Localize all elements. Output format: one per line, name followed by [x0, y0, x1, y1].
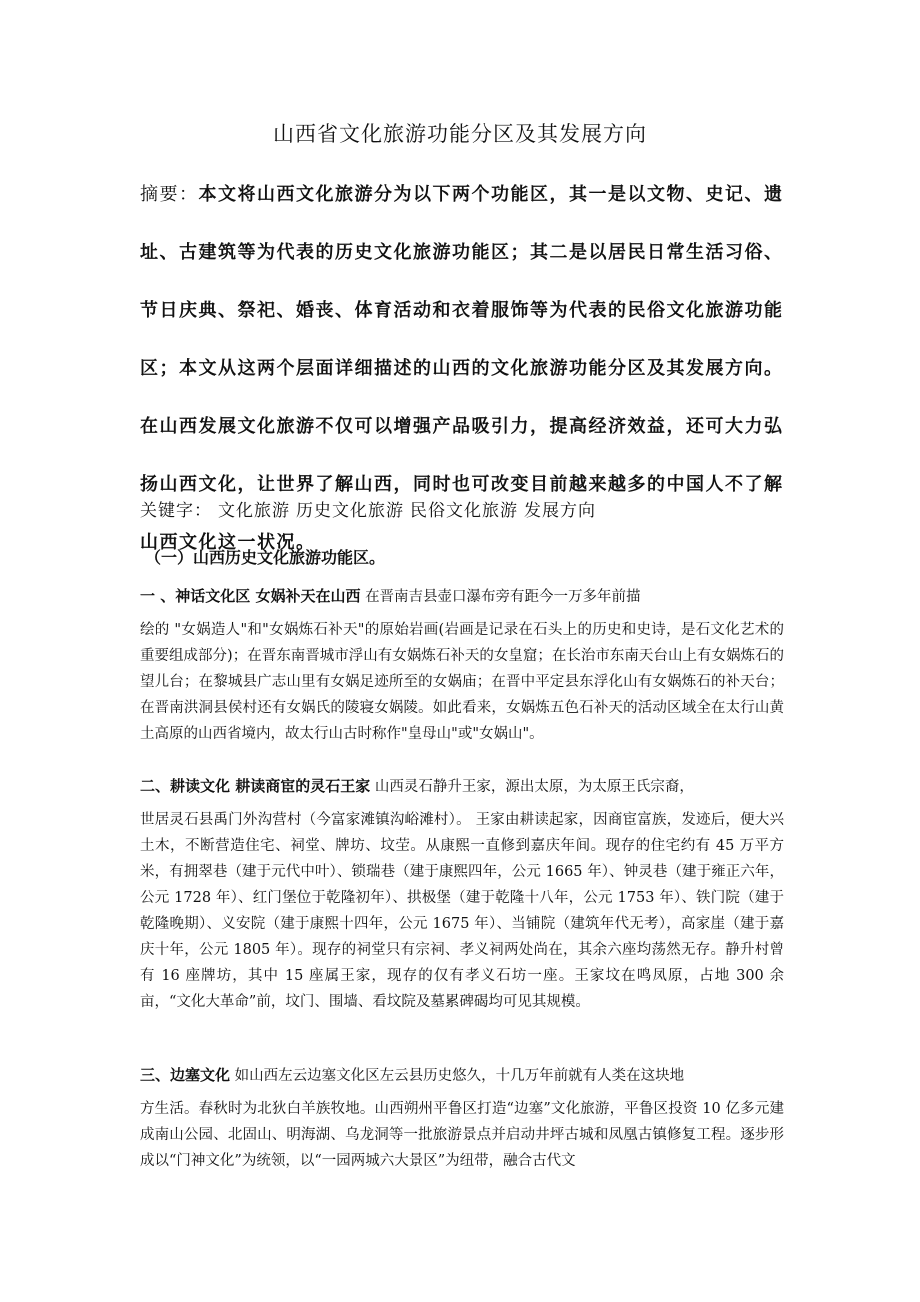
document-title: 山西省文化旅游功能分区及其发展方向	[273, 122, 647, 146]
keyword: 发展方向	[524, 501, 596, 521]
paragraph-heading: 一 、神话文化区 女娲补天在山西	[140, 587, 361, 605]
paragraph-heading: 二、耕读文化 耕读商宦的灵石王家	[140, 777, 371, 795]
keyword: 文化旅游	[218, 501, 290, 521]
paragraph-lead-text: 在晋南吉县壶口瀑布旁有距今一万多年前描	[365, 589, 641, 605]
section-heading: （一）山西历史文化旅游功能区。	[145, 548, 386, 567]
paragraph-body: 世居灵石县禹门外沟营村（今富家滩镇沟峪滩村）。 王家由耕读起家，因商宦富族，发迹后，便大兴土木，不断营造住宅、祠堂、牌坊、坟茔。从康熙一直修到嘉庆年间。现存的住宅约有 45 万平方米，有拥翠巷（建于元代中叶）、锁瑞巷（建于康熙四年，公元 1665 年）、钟灵巷（建于雍正六年，公元 1728 年）、红门堡位于乾隆初年）、拱极堡（建于乾隆十八年，公元 1753 年）、铁门院（建于乾隆晚期）、义安院（建于康熙十四年，公元 1675 年）、当铺院（建筑年代无考），高家崖（建于嘉庆十年，公元 1805 年）。现存的祠堂只有宗祠、孝义祠两处尚在，其余六座均荡然无存。静升村曾有 16 座牌坊，其中 15 座属王家，现存的仅有孝义石坊一座。王家坟在鸣凤原，占地 300 余亩，“文化大革命”前，坟门、围墙、看坟院及墓累碑碣均可见其规模。	[140, 812, 784, 1010]
paragraph-frontier-culture	[140, 1055, 784, 1174]
keywords-label: 关键字：	[140, 501, 212, 521]
paragraph-body: 方生活。春秋时为北狄白羊族牧地。山西朔州平鲁区打造“边塞”文化旅游，平鲁区投资 10 亿多元建成南山公园、北固山、明海湖、乌龙洞等一批旅游景点并启动井坪古城和凤凰古镇修复工程。逐步形成以“门神文化”为统领，以“一园两城六大景区”为纽带，融合古代文	[140, 1101, 784, 1169]
paragraph-body: 绘的 "女娲造人"和"女娲炼石补天"的原始岩画(岩画是记录在石头上的历史和史诗，是石文化艺术的重要组成部分)；在晋东南晋城市浮山有女娲炼石补天的女皇窟；在长治市东南天台山上有女娲炼石的望儿台；在黎城县广志山里有女娲足迹所至的女娲庙；在晋中平定县东浮化山有女娲炼石的补天台；在晋南洪洞县侯村还有女娲氏的陵寝女娲陵。如此看来，女娲炼五色石补天的活动区域全在太行山黄土高原的山西省境内，故太行山古时称作"皇母山"或"女娲山"。	[140, 622, 784, 742]
paragraph-heading: 三、边塞文化	[140, 1066, 231, 1084]
paragraph-lead-text: 如山西左云边塞文化区左云县历史悠久，十几万年前就有人类在这块地	[234, 1068, 685, 1084]
keyword: 民俗文化旅游	[410, 501, 518, 521]
paragraph-farming-culture	[140, 766, 784, 1015]
abstract-label: 摘要：	[140, 184, 199, 205]
keyword: 历史文化旅游	[296, 501, 404, 521]
paragraph-lead-text: 山西灵石静升王家，源出太原，为太原王氏宗裔，	[374, 779, 694, 795]
paragraph-mythology	[140, 576, 784, 747]
abstract-text: 本文将山西文化旅游分为以下两个功能区，其一是以文物、史记、遗址、古建筑等为代表的历史文化旅游功能区；其二是以居民日常生活习俗、节日庆典、祭祀、婚丧、体育活动和衣着服饰等为代表的民俗文化旅游功能区；本文从这两个层面详细描述的山西的文化旅游功能分区及其发展方向。在山西发展文化旅游不仅可以增强产品吸引力，提高经济效益，还可大力弘扬山西文化，让世界了解山西，同时也可改变目前越来越多的中国人不了解山西文化这一状况。	[140, 184, 784, 553]
keywords	[140, 496, 790, 521]
